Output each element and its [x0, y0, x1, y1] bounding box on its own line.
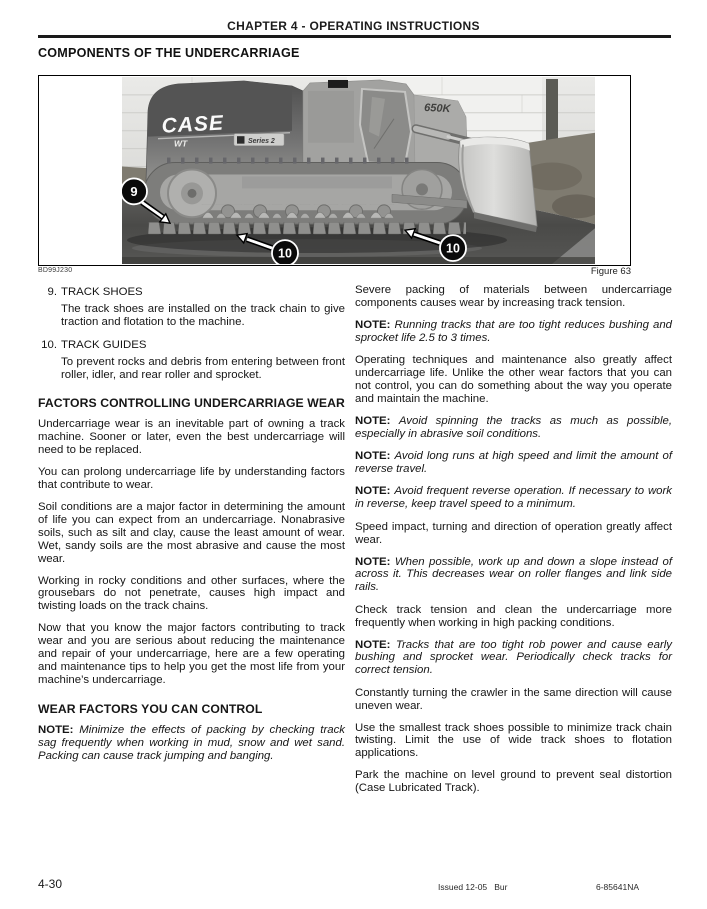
- series2-badge: [234, 134, 284, 146]
- right-column: [355, 284, 672, 804]
- badge-icon: [237, 136, 245, 143]
- footer-issued-date: Issued 12-05 Bur: [438, 882, 508, 892]
- left-column-para-7: Soil conditions are a major factor in determining the amount of life you can expect from an undercarriage. Nonabrasive soils, such as silt and clay, cause the least amount of wear. Wet, sandy soils are the most abrasive and cause the most wear.: [38, 500, 345, 565]
- right-column-note-3: NOTE: Avoid spinning the tracks as much as possible, especially in abrasive soil conditions.: [355, 414, 672, 440]
- right-column-note-1: NOTE: Running tracks that are too tight reduces bushing and sprocket life 2.5 to 3 times.: [355, 318, 672, 344]
- track-shoes: [148, 222, 466, 234]
- footer-page-number: 4-30: [38, 877, 63, 891]
- section-title: COMPONENTS OF THE UNDERCARRIAGE: [38, 46, 300, 60]
- right-column-note-9: NOTE: Tracks that are too tight rob power and cause early bushing and sprocket wear. Periodically check tracks for correct tension.: [355, 638, 672, 677]
- grouser-bars: [166, 158, 418, 164]
- foreground-shadow-band: [122, 257, 595, 264]
- right-column-para-8: Check track tension and clean the undercarriage more frequently when working in high packing conditions.: [355, 603, 672, 629]
- right-column-note-5: NOTE: Avoid frequent reverse operation. If necessary to work in reverse, keep travel speed to a minimum.: [355, 485, 672, 511]
- left-column-list-body-1: The track shoes are installed on the track chain to give traction and flotation to the machine.: [61, 302, 345, 328]
- callout-10-left-number: 10: [278, 246, 292, 261]
- series2-label: Series 2: [248, 138, 275, 146]
- left-column: [38, 284, 345, 772]
- figure-caption: Figure 63: [590, 266, 631, 277]
- left-column-para-8: Working in rocky conditions and other surfaces, where the grousebars do not penetrate, causes high impact and twisting loads on the track chains.: [38, 574, 345, 613]
- right-column-para-11: Use the smallest track shoes possible to minimize track chain twisting. Limit the use of wide track shoes to flotation applications.: [355, 721, 672, 760]
- right-column-para-12: Park the machine on level ground to prevent seal distortion (Case Lubricated Track).: [355, 769, 672, 795]
- roof-hatch: [328, 80, 348, 88]
- right-column-note-4: NOTE: Avoid long runs at high speed and limit the amount of reverse travel.: [355, 450, 672, 475]
- right-column-note-7: NOTE: When possible, work up and down a slope instead of across it. This decreases wear on roller flanges and link side rails.: [355, 555, 672, 594]
- wall-corner-shadow: [546, 79, 558, 149]
- right-column-para-2: Operating techniques and maintenance also greatly affect undercarriage life. Unlike the other wear factors that you can not control, you can do something about the way you operate and maintain the machine.: [355, 354, 672, 405]
- right-column-para-6: Speed impact, turning and direction of operation greatly affect wear.: [355, 520, 672, 546]
- figure-frame: [38, 75, 631, 266]
- track-guides: [200, 204, 396, 218]
- callout-9-number: 9: [130, 183, 138, 199]
- photo-id: BD99J230: [38, 267, 73, 274]
- footer-publication-code: 6-85641NA: [596, 882, 640, 892]
- left-column-list-body-3: To prevent rocks and debris from entering between front roller, idler, and rear roller and sprocket.: [61, 355, 345, 381]
- case-brand-logo: CASE: [161, 111, 225, 138]
- chapter-header: CHAPTER 4 - OPERATING INSTRUCTIONS: [227, 19, 480, 33]
- model-650k-label: 650K: [423, 101, 451, 116]
- right-column-para-0: Severe packing of materials between undercarriage components causes wear by increasing track tension.: [355, 284, 672, 309]
- undercarriage: [144, 158, 468, 235]
- cab-window: [360, 89, 411, 165]
- left-column-list-head-0: 9. TRACK SHOES: [47, 286, 143, 298]
- left-column-para-9: Now that you know the major factors contributing to track wear and you are serious about reducing the maintenance and repair of your undercarriage, here are a few operating and maintenance tips to help you get the most life from your machine’s undercarriage.: [38, 622, 345, 686]
- left-column-para-6: You can prolong undercarriage life by understanding factors that contribute to wear.: [38, 466, 345, 492]
- right-column-para-10: Constantly turning the crawler in the same direction will cause uneven wear.: [355, 686, 672, 712]
- header-rule: [38, 35, 671, 38]
- crawler-dozer-photo: [122, 77, 595, 264]
- left-column-list-head-2: 10. TRACK GUIDES: [41, 338, 147, 351]
- left-column-heading-10: WEAR FACTORS YOU CAN CONTROL: [38, 701, 263, 716]
- left-column-heading-4: FACTORS CONTROLLING UNDERCARRIAGE WEAR: [38, 396, 345, 411]
- wt-label: WT: [174, 138, 188, 149]
- callout-10-right-number: 10: [446, 241, 460, 256]
- left-column-para-5: Undercarriage wear is an inevitable part of owning a track machine. Sooner or later, even the best undercarriage will need to be replaced.: [38, 418, 345, 457]
- left-column-note-11: NOTE: Minimize the effects of packing by checking track sag frequently when working in mud, snow and wet sand. Packing can cause track jumping and banging.: [38, 723, 345, 762]
